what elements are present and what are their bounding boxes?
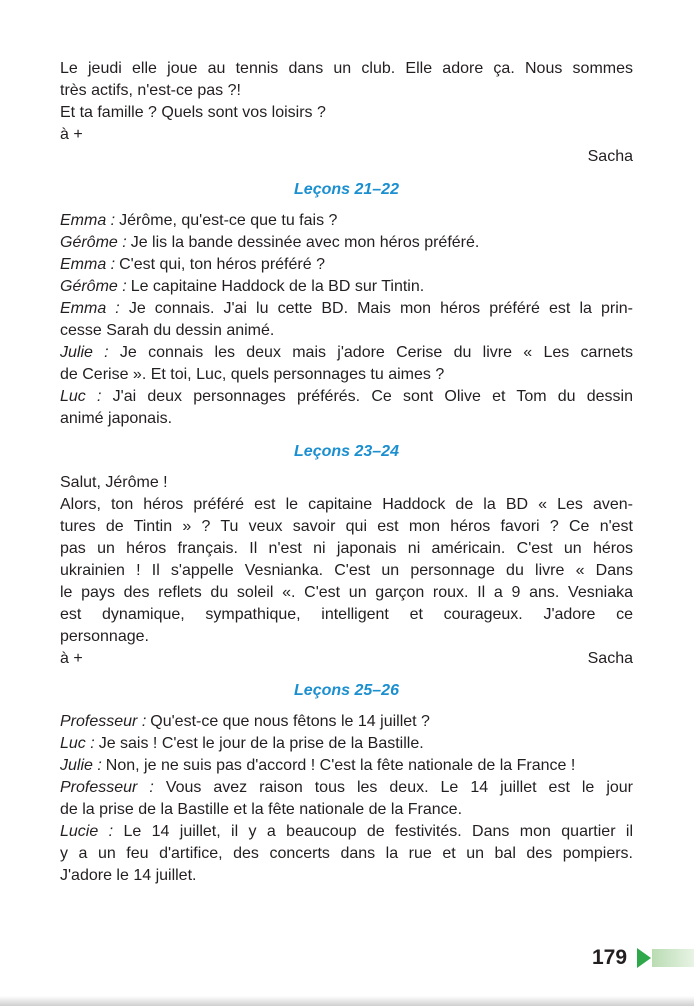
speaker: Julie :	[60, 344, 109, 361]
letter-line: le pays des reflets du soleil «. C'est un garçon roux. Il a 9 ans. Vesniaka	[60, 584, 633, 601]
letter-line: très actifs, n'est-ce pas ?!	[60, 82, 241, 99]
letter-line: ukrainien ! Il s'appelle Vesnianka. C'est un personnage du livre « Dans	[60, 562, 633, 579]
dialogue-line	[60, 821, 633, 843]
page-number: 179	[592, 946, 628, 969]
letter-line: personnage.	[60, 628, 149, 645]
speaker: Gérôme :	[60, 234, 127, 251]
letter-line: Alors, ton héros préféré est le capitaine Haddock de la BD « Les aven-	[60, 496, 633, 513]
speaker: Luc :	[60, 388, 102, 405]
utterance: Je connais. J'ai lu cette BD. Mais mon héros préféré est la prin-	[128, 300, 633, 317]
letter-closing-row	[60, 648, 633, 670]
utterance: Vous avez raison tous les deux. Le 14 juillet est le jour	[165, 779, 634, 796]
utterance: Je lis la bande dessinée avec mon héros préféré.	[130, 234, 480, 251]
section-heading: Leçons 21–22	[294, 181, 399, 198]
dialogue-line	[60, 298, 633, 320]
utterance: animé japonais.	[60, 410, 173, 427]
dialogue-line	[60, 276, 633, 298]
utterance: J'ai deux personnages préférés. Ce sont Olive et Tom du dessin	[112, 388, 633, 405]
letter-line: Et ta famille ? Quels sont vos loisirs ?	[60, 104, 326, 121]
page-bottom-edge	[0, 996, 694, 1006]
speaker: Julie :	[60, 757, 102, 774]
speaker: Professeur :	[60, 779, 154, 796]
dialogue-line	[60, 364, 633, 386]
utterance: Jérôme, qu'est-ce que tu fais ?	[119, 212, 338, 229]
letter-signature: Sacha	[587, 650, 633, 667]
utterance: Le 14 juillet, il y a beaucoup de festivités. Dans mon quartier il	[123, 823, 634, 840]
letter-greeting: Salut, Jérôme !	[60, 474, 168, 491]
utterance: Qu'est-ce que nous fêtons le 14 juillet ?	[150, 713, 430, 730]
speaker: Lucie :	[60, 823, 114, 840]
dialogue-line	[60, 408, 633, 430]
utterance: cesse Sarah du dessin animé.	[60, 322, 275, 339]
dialogue-line	[60, 799, 633, 821]
dialogue-line	[60, 210, 633, 232]
speaker: Luc :	[60, 735, 95, 752]
page-content	[60, 58, 633, 887]
speaker: Gérôme :	[60, 278, 127, 295]
utterance: Je sais ! C'est le jour de la prise de la Bastille.	[98, 735, 424, 752]
letter-closing: à +	[60, 126, 83, 143]
dialogue-line	[60, 254, 633, 276]
utterance: de la prise de la Bastille et la fête nationale de la France.	[60, 801, 463, 818]
dialogue-line	[60, 711, 633, 733]
utterance: Je connais les deux mais j'adore Cerise du livre « Les carnets	[119, 344, 634, 361]
letter-line: tures de Tintin » ? Tu veux savoir qui est mon héros favori ? Ce n'est	[60, 518, 633, 535]
letter-line: pas un héros français. Il n'est ni japonais ni américain. C'est un héros	[60, 540, 633, 557]
page-tab-decoration	[652, 949, 694, 967]
section-heading: Leçons 25–26	[294, 682, 399, 699]
dialogue-line	[60, 386, 633, 408]
dialogue-line	[60, 320, 633, 342]
utterance: Le capitaine Haddock de la BD sur Tintin.	[130, 278, 425, 295]
letter-line: Le jeudi elle joue au tennis dans un club. Elle adore ça. Nous sommes	[60, 60, 633, 77]
speaker: Emma :	[60, 256, 116, 273]
dialogue-line	[60, 232, 633, 254]
letter-closing: à +	[60, 650, 83, 667]
utterance: C'est qui, ton héros préféré ?	[119, 256, 325, 273]
speaker: Emma :	[60, 300, 120, 317]
dialogue-line	[60, 733, 633, 755]
speaker: Professeur :	[60, 713, 147, 730]
speaker: Emma :	[60, 212, 116, 229]
dialogue-line	[60, 342, 633, 364]
utterance: J'adore le 14 juillet.	[60, 867, 197, 884]
letter-signature: Sacha	[587, 148, 633, 165]
play-triangle-icon	[637, 948, 651, 968]
dialogue-line	[60, 843, 633, 865]
dialogue-line	[60, 777, 633, 799]
dialogue-line	[60, 865, 633, 887]
section-heading: Leçons 23–24	[294, 443, 399, 460]
dialogue-line	[60, 755, 633, 777]
utterance: y a un feu d'artifice, des concerts dans la rue et un bal des pompiers.	[60, 845, 633, 862]
letter-line: est dynamique, sympathique, intelligent et courageux. J'adore ce	[60, 606, 633, 623]
utterance: de Cerise ». Et toi, Luc, quels personnages tu aimes ?	[60, 366, 445, 383]
utterance: Non, je ne suis pas d'accord ! C'est la fête nationale de la France !	[105, 757, 576, 774]
